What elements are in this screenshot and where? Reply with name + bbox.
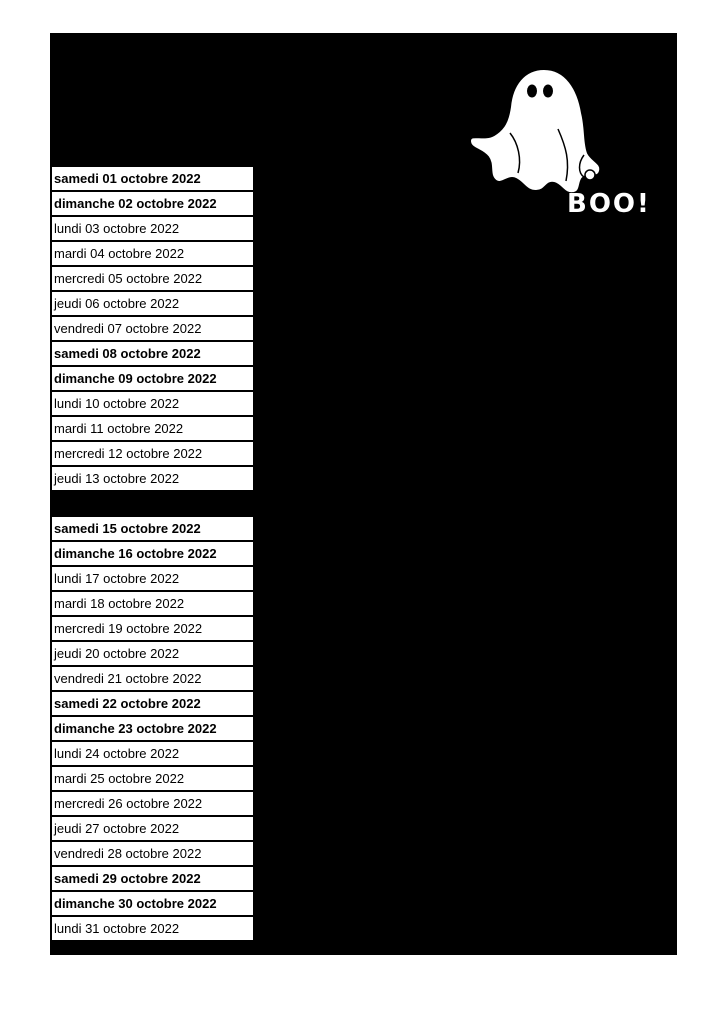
day-row-weekend: samedi 22 octobre 2022	[52, 692, 253, 717]
day-row-weekend: samedi 29 octobre 2022	[52, 867, 253, 892]
day-row: mardi 04 octobre 2022	[52, 242, 253, 267]
day-row: mercredi 19 octobre 2022	[52, 617, 253, 642]
day-row: jeudi 27 octobre 2022	[52, 817, 253, 842]
day-row: jeudi 20 octobre 2022	[52, 642, 253, 667]
week-gap	[52, 492, 253, 517]
day-row: mardi 11 octobre 2022	[52, 417, 253, 442]
calendar-sheet	[50, 33, 677, 955]
day-row: lundi 10 octobre 2022	[52, 392, 253, 417]
boo-text: BOO!	[567, 189, 651, 219]
day-row: vendredi 28 octobre 2022	[52, 842, 253, 867]
day-row-weekend: dimanche 02 octobre 2022	[52, 192, 253, 217]
day-row-weekend: samedi 15 octobre 2022	[52, 517, 253, 542]
day-row: lundi 31 octobre 2022	[52, 917, 253, 942]
day-row-weekend: dimanche 09 octobre 2022	[52, 367, 253, 392]
day-row: vendredi 07 octobre 2022	[52, 317, 253, 342]
day-row: mercredi 12 octobre 2022	[52, 442, 253, 467]
day-row: lundi 24 octobre 2022	[52, 742, 253, 767]
day-row: mardi 18 octobre 2022	[52, 592, 253, 617]
ghost-icon	[466, 63, 666, 203]
day-list	[52, 167, 253, 942]
day-row: mardi 25 octobre 2022	[52, 767, 253, 792]
day-row: jeudi 06 octobre 2022	[52, 292, 253, 317]
ghost-right-eye	[543, 85, 553, 98]
ghost-left-eye	[527, 85, 537, 98]
day-row: vendredi 21 octobre 2022	[52, 667, 253, 692]
day-row-weekend: samedi 08 octobre 2022	[52, 342, 253, 367]
day-row-weekend: dimanche 30 octobre 2022	[52, 892, 253, 917]
day-row: mercredi 05 octobre 2022	[52, 267, 253, 292]
day-row: lundi 03 octobre 2022	[52, 217, 253, 242]
day-row-weekend: dimanche 23 octobre 2022	[52, 717, 253, 742]
day-row-weekend: samedi 01 octobre 2022	[52, 167, 253, 192]
ghost-decoration	[466, 63, 666, 219]
day-row: jeudi 13 octobre 2022	[52, 467, 253, 492]
day-row: mercredi 26 octobre 2022	[52, 792, 253, 817]
day-row: lundi 17 octobre 2022	[52, 567, 253, 592]
day-row-weekend: dimanche 16 octobre 2022	[52, 542, 253, 567]
